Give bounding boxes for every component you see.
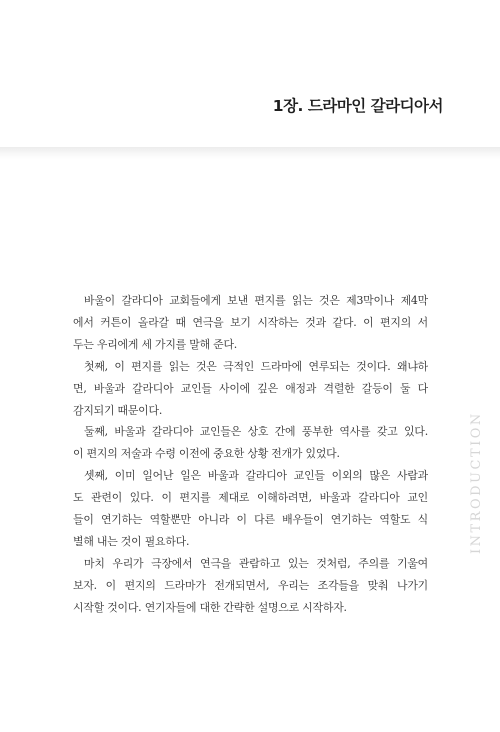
body-line: 별해 내는 것이 필요하다.	[73, 534, 190, 548]
body-line: 첫째, 이 편지를 읽는 것은 극적인 드라마에 연루되는 것이다. 왜냐하	[84, 359, 428, 373]
body-line: 두는 우리에게 세 가지를 말해 준다.	[73, 337, 238, 351]
body-line: 들이 연기하는 역할뿐만 아니라 이 다른 배우들이 연기하는 역할도 식	[73, 513, 428, 527]
body-line: 보자. 이 편지의 드라마가 전개되면서, 우리는 조각들을 맞춰 나가기	[73, 578, 428, 592]
body-line: 감지되기 때문이다.	[73, 403, 163, 417]
body-line: 이 편지의 저술과 수령 이전에 중요한 상황 전개가 있었다.	[73, 447, 340, 461]
body-text	[73, 290, 428, 619]
body-line: 마치 우리가 극장에서 연극을 관람하고 있는 것처럼, 주의를 기울여	[84, 556, 428, 570]
chapter-title: 1장. 드라마인 갈라디아서	[272, 97, 443, 115]
header-divider-band	[0, 147, 500, 159]
body-line: 시작할 것이다. 연기자들에 대한 간략한 설명으로 시작하자.	[73, 600, 347, 614]
body-line: 바울이 갈라디아 교회들에게 보낸 편지를 읽는 것은 제3막이나 제4막	[84, 294, 428, 307]
body-line: 면, 바울과 갈라디아 교인들 사이에 깊은 애정과 격렬한 갈등이 둘 다	[73, 381, 428, 395]
body-line: 에서 커튼이 올라갈 때 연극을 보기 시작하는 것과 같다. 이 편지의 서	[73, 315, 428, 329]
body-line: 도 관련이 있다. 이 편지를 제대로 이해하려면, 바울과 갈라디아 교인	[73, 491, 428, 505]
body-line: 셋째, 이미 일어난 일은 바울과 갈라디아 교인들 이외의 많은 사람과	[84, 469, 428, 483]
body-line: 둘째, 바울과 갈라디아 교인들은 상호 간에 풍부한 역사를 갖고 있다.	[84, 425, 428, 439]
section-side-label-text: INTRODUCTION	[469, 411, 484, 554]
